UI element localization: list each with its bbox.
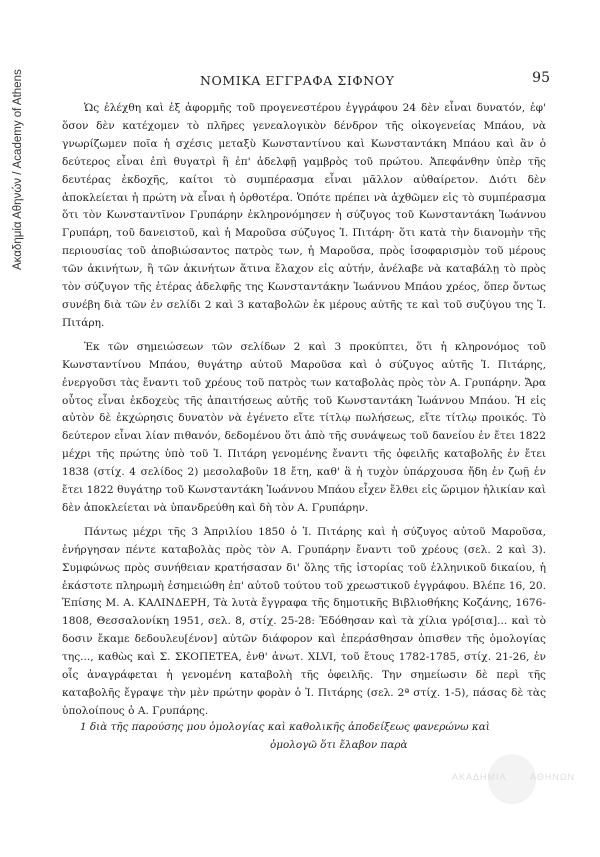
archive-watermark xyxy=(8,20,38,280)
paragraph: Ὡς ἐλέχθη καὶ ἐξ ἀφορμῆς τοῦ προγενεστέρου ἐγγράφου 24 δὲν εἶναι δυνατόν, ἐφ' ὅσον δὲν κατέχομεν τὸ πλῆρες γενεαλογικὸν δένδρον τῆς οἰκογενείας Μπάου, νὰ γνωρίζωμεν ποῖα ἡ σχέσις μεταξὺ Κωνσταντίνου καὶ Κωνσταντάκη Μπάου καὶ ἂν ὁ δεύτερος εἶναι ἐπὶ θυγατρὶ ἢ ἐπ' ἀδελφῇ γαμβρὸς τοῦ πρώτου. Ἀπεφάνθην ὑπὲρ τῆς δευτέρας ἐκδοχῆς, καίτοι τὸ συμπέρασμα εἶναι μᾶλλον αὐθαίρετον. Διότι δὲν ἀποκλείεται ἡ πρώτη νὰ εἶναι ἡ ὀρθοτέρα. Ὁπότε πρέπει νὰ ἀχθῶμεν εἰς τὸ συμπέρασμα ὅτι τὸν Κωνσταντῖνον Γρυπάρην ἐκληρονόμησεν ἡ σύζυγος τοῦ Κωνσταντάκη Ἰωάννου Γρυπάρη, τοῦ δανειστοῦ, καὶ ἡ Μαροῦσα σύζυγος Ἰ. Πιτάρη· ὅτι κατὰ τὴν διανομὴν τῆς περιουσίας τοῦ ἀποβιώσαντος πατρὸς των, ἡ Μαροῦσα, πρὸς ἰσοφαρισμὸν τοῦ μέρους τῶν ἀκινήτων, ἢ τῶν ἀκινήτων ἅτινα ἔλαχον εἰς αὐτήν, ἀνέλαβε νὰ καταβάλῃ τὸ πρὸς τὸν σύζυγον τῆς ἑτέρας ἀδελφῆς της Κωνσταντάκην Ἰωάννου Μπάου χρέος, ὅπερ ὄντως συνέβη διὰ τῶν ἐν σελίδι 2 καὶ 3 καταβολῶν ἐκ μέρους αὐτῆς τε καὶ τοῦ συζύγου της Ἰ. Πιτάρη. xyxy=(62,102,546,329)
paragraph: Πάντως μέχρι τῆς 3 Ἀπριλίου 1850 ὁ Ἰ. Πιτάρης καὶ ἡ σύζυγος αὐτοῦ Μαροῦσα, ἐνήργησαν πέντε καταβολὰς πρὸς τὸν Α. Γρυπάρην ἔναντι τοῦ χρέους (σελ. 2 καὶ 3). Συμφώνως πρὸς συνήθειαν κρατήσασαν δι' ὅλης τῆς ἱστορίας τοῦ ἑλληνικοῦ δικαίου, ἡ ἑκάστοτε πληρωμὴ ἐσημειώθη ἐπ' αὐτοῦ τούτου τοῦ χρεωστικοῦ ἐγγράφου. Βλέπε 16, 20. Ἐπίσης Μ. Α. ΚΑΛΙΝΔΕΡΗ, Τὰ λυτὰ ἔγγραφα τῆς δημοτικῆς Βιβλιοθήκης Κοζάνης, 1676-1808, Θεσσαλονίκη 1951, σελ. 8, στίχ. 25-28: Ἐδόθησαν καὶ τὰ χίλια γρό[σια]... καὶ τὸ δοσιν ἔκαμε δεδουλευ[ένον] αὐτῶν διάφορον καὶ ἐπεράσθησαν ὀπισθεν τῆς ὁμολογίας της..., καθὼς καὶ Σ. ΣΚΟΠΕΤΕΑ, ἐνθ' ἀνωτ. XLVI, τοῦ ἔτους 1782-1785, στίχ. 21-26, ἐν οἷς ἀναγράφεται ἡ γενομένη καταβολὴ τῆς ὀφειλῆς. Την σημείωσιν δὲ περὶ τῆς καταβολῆς ἔγραψε τὴν μὲν πρώτην φορὰν ὁ Ἰ. Πιτάρης (σελ. 2ª στίχ. 1-5), πάσας δὲ τὰς ὑπολοίπους ὁ Α. Γρυπάρης. xyxy=(62,525,546,717)
footnote-line-2: ὁμολογῶ ὅτι ἔλαβον παρὰ xyxy=(270,739,408,751)
stamp-right-text: ΑΘΗΝΩΝ xyxy=(530,772,576,782)
page-number: 95 xyxy=(532,70,550,86)
paragraph: Ἐκ τῶν σημειώσεων τῶν σελίδων 2 καὶ 3 προκύπτει, ὅτι ἡ κληρονόμος τοῦ Κωνσταντίνου Μπάου, θυγάτηρ αὐτοῦ Μαροῦσα καὶ ὁ σύζυγος αὐτῆς Ἰ. Πιτάρης, ἐνεργοῦσι τὰς ἔναντι τοῦ χρέους τοῦ πατρὸς των καταβολὰς πρὸς τὸν Α. Γρυπάρην. Ἄρα οὗτος εἶναι ἐκδοχεὺς τῆς ἀπαιτήσεως αὐτῆς τοῦ Κωνσταντάκη Ἰωάννου Μπάου. Ἡ εἰς αὐτὸν δὲ ἐκχώρησις δυνατὸν νὰ ἐγένετο εἴτε τίτλῳ πωλήσεως, εἴτε τίτλῳ προικός. Τὸ δεύτερον εἶναι λίαν πιθανόν, δεδομένου ὅτι ἀπὸ τῆς συνάψεως τοῦ δανείου ἐν ἔτει 1822 μέχρι τῆς πρώτης ὑπὸ τοῦ Ἰ. Πιτάρη γενομένης ἔναντι τῆς ὀφειλῆς καταβολῆς ἐν ἔτει 1838 (στίχ. 4 σελίδος 2) μεσολαβοῦν 18 ἔτη, καθ' ἃ ἡ τυχὸν ὑπάρχουσα ἤδη ἐν ζωῇ ἐν ἔτει 1822 θυγάτηρ τοῦ Κωνσταντάκη Ἰωάννου Μπάου εἶχεν ἔλθει εἰς ὥριμον ἡλικίαν καὶ δὲν ἀποκλείεται νὰ ὑπανδρεύθη καὶ δὴ τὸν Α. Γρυπάρην. xyxy=(62,340,546,514)
running-title: ΝΟΜΙΚΑ ΕΓΓΡΑΦΑ ΣΙΦΝΟΥ xyxy=(200,73,395,88)
page-header xyxy=(60,70,550,90)
archive-watermark-text: Ακαδημία Αθηνών / Academy of Athens xyxy=(12,69,24,270)
main-text xyxy=(62,100,546,721)
stamp-left-text: ΑΚΑΔΗΜΙΑ xyxy=(452,772,507,782)
footnote-line-1: 1 διὰ τῆς παρούσης μου ὁμολογίας καὶ καθολικῆς ἀποδείξεως φανερώνω καὶ xyxy=(80,721,490,733)
footnote xyxy=(80,718,532,754)
academy-stamp xyxy=(452,752,576,808)
